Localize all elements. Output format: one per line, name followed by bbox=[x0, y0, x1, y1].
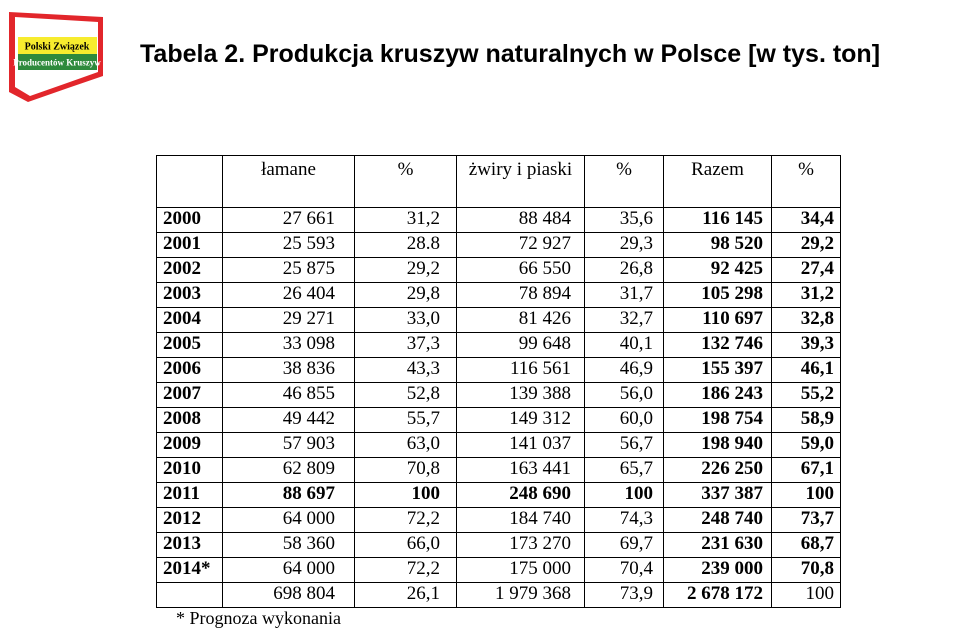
value-cell: 139 388 bbox=[457, 383, 585, 408]
value-cell: 46,9 bbox=[585, 358, 664, 383]
value-cell: 155 397 bbox=[664, 358, 772, 383]
value-cell: 29 271 bbox=[223, 308, 355, 333]
value-cell: 98 520 bbox=[664, 233, 772, 258]
value-cell: 1 979 368 bbox=[457, 583, 585, 608]
value-cell: 116 561 bbox=[457, 358, 585, 383]
page-title: Tabela 2. Produkcja kruszyw naturalnych w Polsce [w tys. ton] bbox=[140, 40, 881, 68]
value-cell: 40,1 bbox=[585, 333, 664, 358]
value-cell: 100 bbox=[772, 583, 841, 608]
value-cell: 698 804 bbox=[223, 583, 355, 608]
value-cell: 31,2 bbox=[355, 208, 457, 233]
value-cell: 173 270 bbox=[457, 533, 585, 558]
logo-text-line1: Polski Związek bbox=[24, 41, 90, 53]
value-cell: 337 387 bbox=[664, 483, 772, 508]
table-row bbox=[157, 483, 841, 508]
table-row bbox=[157, 433, 841, 458]
table-row bbox=[157, 333, 841, 358]
value-cell: 248 690 bbox=[457, 483, 585, 508]
value-cell: 59,0 bbox=[772, 433, 841, 458]
value-cell: 184 740 bbox=[457, 508, 585, 533]
table-header-row bbox=[157, 156, 841, 208]
value-cell: 73,9 bbox=[585, 583, 664, 608]
table-row bbox=[157, 508, 841, 533]
table-row bbox=[157, 308, 841, 333]
value-cell: 231 630 bbox=[664, 533, 772, 558]
column-header: żwiry i piaski bbox=[457, 156, 585, 208]
year-cell: 2007 bbox=[157, 383, 223, 408]
logo-text-line2: Producentów Kruszyw bbox=[13, 57, 101, 68]
value-cell: 66 550 bbox=[457, 258, 585, 283]
table-row bbox=[157, 258, 841, 283]
value-cell: 67,1 bbox=[772, 458, 841, 483]
value-cell: 198 940 bbox=[664, 433, 772, 458]
column-header: łamane bbox=[223, 156, 355, 208]
column-header bbox=[157, 156, 223, 208]
year-cell: 2004 bbox=[157, 308, 223, 333]
value-cell: 33 098 bbox=[223, 333, 355, 358]
value-cell: 60,0 bbox=[585, 408, 664, 433]
value-cell: 28.8 bbox=[355, 233, 457, 258]
value-cell: 72,2 bbox=[355, 508, 457, 533]
table-row bbox=[157, 208, 841, 233]
year-cell: 2005 bbox=[157, 333, 223, 358]
value-cell: 49 442 bbox=[223, 408, 355, 433]
year-cell: 2003 bbox=[157, 283, 223, 308]
value-cell: 32,7 bbox=[585, 308, 664, 333]
value-cell: 116 145 bbox=[664, 208, 772, 233]
value-cell: 27,4 bbox=[772, 258, 841, 283]
table-row bbox=[157, 233, 841, 258]
value-cell: 81 426 bbox=[457, 308, 585, 333]
value-cell: 99 648 bbox=[457, 333, 585, 358]
year-cell: 2009 bbox=[157, 433, 223, 458]
year-cell: 2001 bbox=[157, 233, 223, 258]
value-cell: 100 bbox=[585, 483, 664, 508]
table-row bbox=[157, 283, 841, 308]
value-cell: 72 927 bbox=[457, 233, 585, 258]
value-cell: 239 000 bbox=[664, 558, 772, 583]
value-cell: 175 000 bbox=[457, 558, 585, 583]
table-row bbox=[157, 458, 841, 483]
value-cell: 55,7 bbox=[355, 408, 457, 433]
table-row bbox=[157, 583, 841, 608]
value-cell: 92 425 bbox=[664, 258, 772, 283]
value-cell: 132 746 bbox=[664, 333, 772, 358]
value-cell: 58,9 bbox=[772, 408, 841, 433]
value-cell: 29,2 bbox=[772, 233, 841, 258]
value-cell: 70,8 bbox=[772, 558, 841, 583]
value-cell: 37,3 bbox=[355, 333, 457, 358]
value-cell: 62 809 bbox=[223, 458, 355, 483]
value-cell: 74,3 bbox=[585, 508, 664, 533]
value-cell: 149 312 bbox=[457, 408, 585, 433]
column-header: % bbox=[355, 156, 457, 208]
value-cell: 25 593 bbox=[223, 233, 355, 258]
column-header: % bbox=[585, 156, 664, 208]
value-cell: 34,4 bbox=[772, 208, 841, 233]
production-table bbox=[156, 155, 841, 608]
value-cell: 226 250 bbox=[664, 458, 772, 483]
value-cell: 88 484 bbox=[457, 208, 585, 233]
year-cell: 2000 bbox=[157, 208, 223, 233]
value-cell: 46,1 bbox=[772, 358, 841, 383]
value-cell: 29,2 bbox=[355, 258, 457, 283]
value-cell: 43,3 bbox=[355, 358, 457, 383]
value-cell: 105 298 bbox=[664, 283, 772, 308]
value-cell: 64 000 bbox=[223, 558, 355, 583]
value-cell: 186 243 bbox=[664, 383, 772, 408]
year-cell: 2012 bbox=[157, 508, 223, 533]
value-cell: 33,0 bbox=[355, 308, 457, 333]
value-cell: 35,6 bbox=[585, 208, 664, 233]
footnote: * Prognoza wykonania bbox=[176, 608, 341, 628]
value-cell: 68,7 bbox=[772, 533, 841, 558]
column-header: Razem bbox=[664, 156, 772, 208]
value-cell: 63,0 bbox=[355, 433, 457, 458]
value-cell: 66,0 bbox=[355, 533, 457, 558]
value-cell: 39,3 bbox=[772, 333, 841, 358]
value-cell: 69,7 bbox=[585, 533, 664, 558]
value-cell: 88 697 bbox=[223, 483, 355, 508]
value-cell: 78 894 bbox=[457, 283, 585, 308]
value-cell: 100 bbox=[772, 483, 841, 508]
year-cell: 2006 bbox=[157, 358, 223, 383]
value-cell: 55,2 bbox=[772, 383, 841, 408]
value-cell: 31,2 bbox=[772, 283, 841, 308]
year-cell: 2002 bbox=[157, 258, 223, 283]
table-row bbox=[157, 358, 841, 383]
year-cell: 2010 bbox=[157, 458, 223, 483]
value-cell: 2 678 172 bbox=[664, 583, 772, 608]
value-cell: 31,7 bbox=[585, 283, 664, 308]
value-cell: 56,7 bbox=[585, 433, 664, 458]
value-cell: 32,8 bbox=[772, 308, 841, 333]
value-cell: 29,8 bbox=[355, 283, 457, 308]
value-cell: 70,4 bbox=[585, 558, 664, 583]
value-cell: 38 836 bbox=[223, 358, 355, 383]
value-cell: 27 661 bbox=[223, 208, 355, 233]
value-cell: 56,0 bbox=[585, 383, 664, 408]
value-cell: 65,7 bbox=[585, 458, 664, 483]
year-cell bbox=[157, 583, 223, 608]
pzpk-logo bbox=[6, 10, 106, 106]
table-row bbox=[157, 383, 841, 408]
value-cell: 73,7 bbox=[772, 508, 841, 533]
value-cell: 163 441 bbox=[457, 458, 585, 483]
table-row bbox=[157, 408, 841, 433]
value-cell: 58 360 bbox=[223, 533, 355, 558]
value-cell: 100 bbox=[355, 483, 457, 508]
table-row bbox=[157, 558, 841, 583]
value-cell: 26,1 bbox=[355, 583, 457, 608]
value-cell: 46 855 bbox=[223, 383, 355, 408]
column-header: % bbox=[772, 156, 841, 208]
value-cell: 26,8 bbox=[585, 258, 664, 283]
year-cell: 2014* bbox=[157, 558, 223, 583]
table-row bbox=[157, 533, 841, 558]
value-cell: 64 000 bbox=[223, 508, 355, 533]
value-cell: 52,8 bbox=[355, 383, 457, 408]
value-cell: 141 037 bbox=[457, 433, 585, 458]
year-cell: 2008 bbox=[157, 408, 223, 433]
value-cell: 25 875 bbox=[223, 258, 355, 283]
value-cell: 26 404 bbox=[223, 283, 355, 308]
value-cell: 110 697 bbox=[664, 308, 772, 333]
year-cell: 2013 bbox=[157, 533, 223, 558]
value-cell: 72,2 bbox=[355, 558, 457, 583]
value-cell: 57 903 bbox=[223, 433, 355, 458]
value-cell: 29,3 bbox=[585, 233, 664, 258]
value-cell: 198 754 bbox=[664, 408, 772, 433]
year-cell: 2011 bbox=[157, 483, 223, 508]
value-cell: 70,8 bbox=[355, 458, 457, 483]
value-cell: 248 740 bbox=[664, 508, 772, 533]
